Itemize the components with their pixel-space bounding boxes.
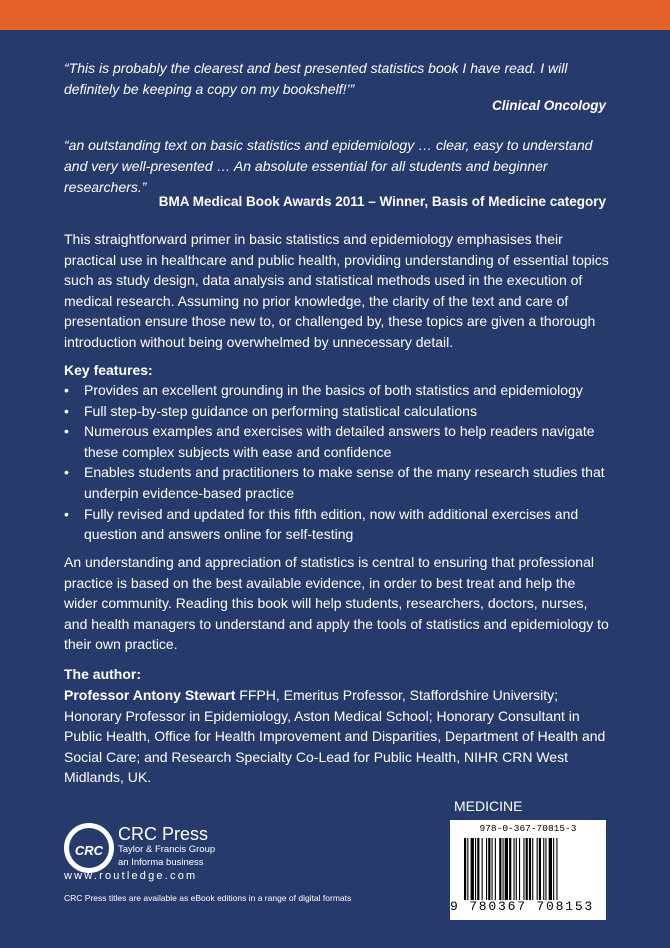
author-credentials: FFPH, Emeritus Professor, Staffordshire University; Honorary Professor in Epidemiology, Aston Medical School; Honorary Consultant in Public Health, Office for Health Improvement and Disparities, Department of Health and Social Care; and Research Specialty Co-Lead for Public Health, NIHR CRN West Midlands, UK. <box>64 687 606 786</box>
isbn-text: 978-0-367-70815-3 <box>479 823 577 834</box>
list-item: • Enables students and practitioners to make sense of the many research studies that underpin evidence-based practice <box>64 464 605 501</box>
review-quote-1: “This is probably the clearest and best presented statistics book I have read. I will definitely be keeping a copy on my bookshelf!’” <box>64 60 568 97</box>
author-name: Professor Antony Stewart <box>64 687 236 703</box>
bullet-icon: • <box>64 382 69 398</box>
closing-paragraph: An understanding and appreciation of statistics is central to ensuring that professional practice is based on the best available evidence, in order to best treat and help the wider community. Reading this book will help students, researchers, doctors, nurses, and health managers to understand and apply the tools of statistics and epidemiology to their own practice. <box>64 554 609 653</box>
review-quote-2: “an outstanding text on basic statistics and epidemiology … clear, easy to understand and very well-presented … An absolute essential for all students and beginner researchers.” <box>64 137 593 195</box>
list-item: • Provides an excellent grounding in the basics of both statistics and epidemiology <box>64 380 612 401</box>
review-source-1: Clinical Oncology <box>491 98 606 113</box>
bullet-icon: • <box>64 423 69 440</box>
author-bio <box>64 685 616 788</box>
ebook-note: CRC Press titles are available as eBook editions in a range of digital formats <box>64 893 352 903</box>
publisher-website: www.routledge.com <box>64 870 198 882</box>
bullet-icon: • <box>64 505 69 522</box>
barcode-digits: 9 780367 708153 <box>450 899 595 914</box>
publisher-name: CRC Press <box>118 824 209 844</box>
crc-logo-text: CRC <box>74 843 104 858</box>
intro-paragraph: This straightforward primer in basic statistics and epidemiology emphasises their practical use in healthcare and public health, providing understanding of essential topics such as study design, data analysis and statistical methods used in the execution of medical research. Assuming no prior knowledge, the clarity of the text and care of presentation ensure those new to, or challenged by, these topics are given a thorough introduction without being overwhelmed by unnecessary detail. <box>64 231 609 350</box>
review-source-2: BMA Medical Book Awards 2011 – Winner, Basis of Medicine category <box>158 194 606 209</box>
publisher-group: Taylor & Francis Group <box>118 844 216 855</box>
author-title: The author: <box>64 666 141 682</box>
publisher-business: an Informa business <box>118 857 204 868</box>
crc-logo-icon <box>64 823 114 873</box>
key-features-title: Key features: <box>64 362 153 378</box>
bullet-icon: • <box>64 402 69 419</box>
barcode-bars-icon <box>464 838 600 900</box>
isbn-barcode <box>450 820 606 920</box>
list-item: • Full step-by-step guidance on performing statistical calculations <box>64 401 612 422</box>
list-item: • Fully revised and updated for this fifth edition, now with additional exercises and question and answers online for self-testing <box>64 505 579 543</box>
top-accent-bar <box>0 0 670 30</box>
list-item: • Numerous examples and exercises with detailed answers to help readers navigate these complex subjects with ease and confidence <box>64 423 595 460</box>
category-label: MEDICINE <box>454 798 523 814</box>
bullet-icon: • <box>64 464 69 481</box>
key-features-list <box>64 380 612 545</box>
